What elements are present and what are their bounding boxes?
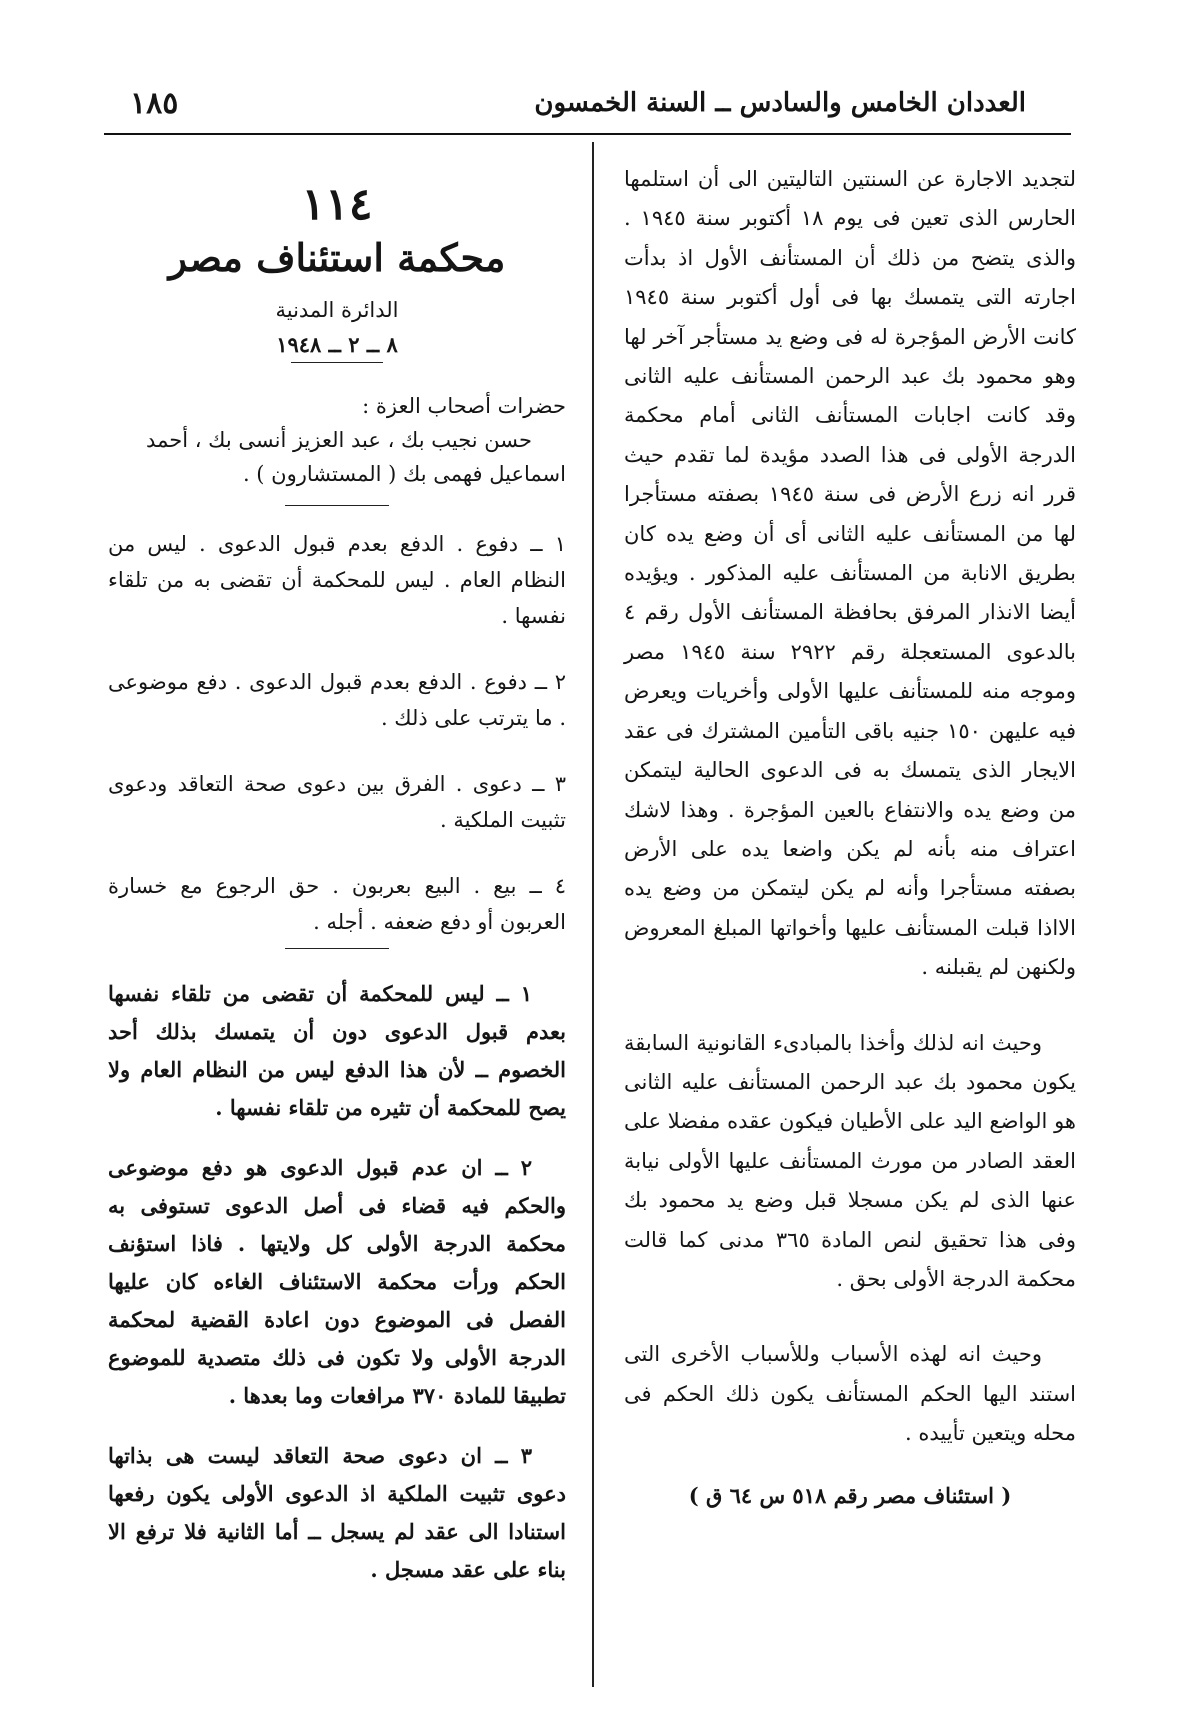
keyword-item: ٣ ــ دعوى . الفرق بين دعوى صحة التعاقد ودعوى تثبيت الملكية . xyxy=(108,772,566,832)
judgment-paragraph-2: وحيث انه لذلك وأخذا بالمبادىء القانونية السابقة يكون محمود بك عبد الرحمن المستأنف عليه الثانى هو الواضع اليد على الأطيان فيكون عقده مفضلا على العقد الصادر من مورث المستأنف عليها الأولى نيابة عنها الذى لم يكن مسجلا قبل وضع يد محمود بك وفى هذا تحقيق لنص المادة ٣٦٥ مدنى كما قالت محكمة الدرجة الأولى بحق . xyxy=(624,1030,1076,1291)
judges-line-2: اسماعيل فهمى بك ( المستشارون ) . xyxy=(242,462,566,486)
running-head: العددان الخامس والسادس ــ السنة الخمسون xyxy=(534,88,1026,118)
keyword-item: ٤ ــ بيع . البيع بعربون . حق الرجوع مع خسارة العربون أو دفع ضعفه . أجله . xyxy=(108,874,566,934)
page-number: ١٨٥ xyxy=(130,86,179,121)
section-separator xyxy=(285,948,389,949)
circuit-name: الدائرة المدنية xyxy=(275,298,399,322)
holding-paragraph: ٣ ــ ان دعوى صحة التعاقد ليست هى بذاتها دعوى تثبيت الملكية اذ الدعوى الأولى يكون رفعها استنادا الى عقد لم يسجل ــ أما الثانية فلا ترفع الا بناء على عقد مسجل . xyxy=(108,1443,566,1582)
header-rule xyxy=(104,133,1071,135)
presiding-label: حضرات أصحاب العزة : xyxy=(362,394,566,418)
judges-line-1: حسن نجيب بك ، عبد العزيز أنسى بك ، أحمد xyxy=(146,428,532,452)
section-separator xyxy=(285,505,389,506)
judgment-paragraph-3: وحيث انه لهذه الأسباب وللأسباب الأخرى التى استند اليها الحكم المستأنف يكون ذلك الحكم فى محله ويتعين تأييده . xyxy=(624,1342,1076,1446)
court-name: محكمة استئناف مصر xyxy=(168,235,506,280)
keyword-item: ١ ــ دفوع . الدفع بعدم قبول الدعوى . ليس من النظام العام . ليس للمحكمة أن تقضى به من تلقاء نفسها . xyxy=(108,532,566,628)
case-citation: ( استئناف مصر رقم ٥١٨ س ٦٤ ق ) xyxy=(688,1482,1012,1508)
right-column xyxy=(624,160,1076,1515)
date-underline xyxy=(291,362,383,363)
judgment-paragraph-1: لتجديد الاجارة عن السنتين التاليتين الى أن استلمها الحارس الذى تعين فى يوم ١٨ أكتوبر سنة ١٩٤٥ . والذى يتضح من ذلك أن المستأنف الأول اذ بدأت اجارته التى يتمسك بها فى أول أكتوبر سنة ١٩٤٥ كانت الأرض المؤجرة له فى وضع يد مستأجر آخر لها وهو محمود بك عبد الرحمن المستأنف عليه الثانى وقد كانت اجابات المستأنف الثانى أمام محكمة الدرجة الأولى فى هذا الصدد مؤيدة لما تقدم حيث قرر انه زرع الأرض فى سنة ١٩٤٥ بصفته مستأجرا لها من المستأنف عليه الثانى أى أن وضع يده كان بطريق الانابة من المستأنف عليه المذكور . ويؤيده أيضا الانذار المرفق بحافظة المستأنف الأول رقم ٤ بالدعوى المستعجلة رقم ٢٩٢٢ سنة ١٩٤٥ مصر وموجه منه للمستأنف عليها الأولى وأخريات ويعرض فيه عليهن ١٥٠ جنيه باقى التأمين المشترك فى عقد الايجار الذى يتمسك به فى الدعوى الحالية ليتمكن من وضع يده والانتفاع بالعين المؤجرة . وهذا لاشك اعتراف منه بأنه لم يكن واضعا يده على الأرض بصفته مستأجرا وأنه لم يكن ليتمكن من وضع يده الااذا قبلت المستأنف عليها وأخواتها المبلغ المعروض ولكنهن لم يقبلنه . xyxy=(624,167,1076,980)
keyword-item: ٢ ــ دفوع . الدفع بعدم قبول الدعوى . دفع موضوعى . ما يترتب على ذلك . xyxy=(108,670,566,730)
holding-paragraph: ٢ ــ ان عدم قبول الدعوى هو دفع موضوعى والحكم فيه قضاء فى أصل الدعوى تستوفى به محكمة الدرجة الأولى كل ولايتها . فاذا استؤنف الحكم ورأت محكمة الاستئناف الغاءه كان عليها الفصل فى الموضوع دون اعادة القضية لمحكمة الدرجة الأولى ولا تكون فى ذلك متصدية للموضوع تطبيقا للمادة ٣٧٠ مرافعات وما بعدها . xyxy=(108,1155,566,1408)
left-column xyxy=(108,180,566,1589)
holding-paragraph: ١ ــ ليس للمحكمة أن تقضى من تلقاء نفسها بعدم قبول الدعوى دون أن يتمسك بذلك أحد الخصوم ــ لأن هذا الدفع ليس من النظام العام ولا يصح للمحكمة أن تثيره من تلقاء نفسها . xyxy=(108,981,566,1120)
page-header xyxy=(100,78,1066,134)
case-number: ١١٤ xyxy=(301,179,373,230)
decision-date: ٨ ــ ٢ ــ ١٩٤٨ xyxy=(276,332,398,357)
column-divider xyxy=(592,142,594,1687)
